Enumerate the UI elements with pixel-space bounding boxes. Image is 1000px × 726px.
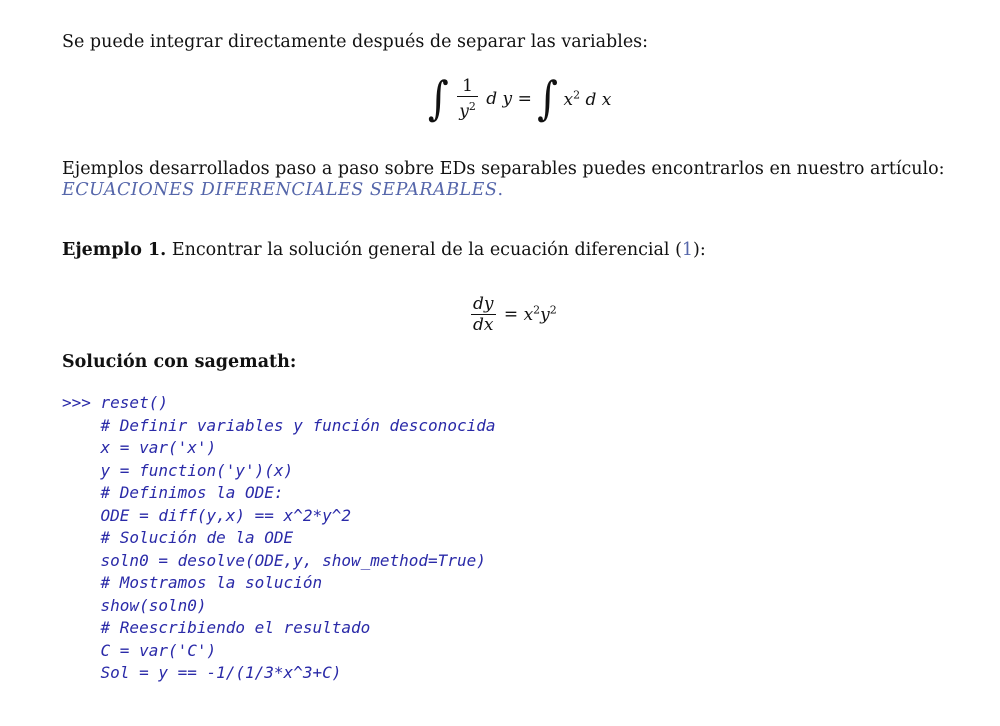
rhs-exponent: 2	[573, 88, 581, 101]
ode-equals: =	[503, 304, 519, 325]
derivative-denominator: dx	[473, 315, 494, 335]
article-link[interactable]	[62, 180, 504, 200]
article-link-text[interactable]: ECUACIONES DIFERENCIALES SEPARABLES	[62, 180, 498, 200]
code-line: show(soln0)	[62, 595, 207, 615]
code-line: ODE = diff(y,x) == x^2*y^2	[62, 505, 351, 525]
integral-sign-rhs: ∫	[537, 72, 559, 126]
ref-close: ):	[693, 240, 706, 260]
rhs-base: x	[563, 89, 574, 110]
fraction-numerator: 1	[457, 76, 478, 97]
example-label: Ejemplo 1.	[62, 240, 167, 260]
intro-paragraph: Se puede integrar directamente después de separar las variables:	[62, 32, 649, 52]
code-line: soln0 = desolve(ODE,y, show_method=True)	[62, 550, 486, 570]
ode-x: x	[523, 305, 534, 326]
equation-ref-link[interactable]: 1	[681, 240, 694, 260]
code-line: x = var('x')	[62, 438, 217, 457]
code-line: # Reescribiendo el resultado	[62, 618, 371, 637]
den-exponent: 2	[468, 100, 476, 113]
solution-heading: Solución con sagemath:	[62, 352, 297, 372]
rhs-differential: d x	[585, 89, 612, 110]
ode-y: y	[540, 305, 550, 326]
derivative-fraction	[471, 294, 496, 335]
derivative-numerator: dy	[473, 294, 494, 314]
integral-sign: ∫	[428, 72, 449, 126]
code-block	[62, 392, 495, 685]
equation-ode	[468, 294, 557, 335]
code-line: y = function('y')(x)	[62, 460, 294, 480]
ode-rhs	[524, 305, 557, 325]
code-line: # Solución de la ODE	[62, 528, 294, 547]
code-line: Sol = y == -1/(1/3*x^3+C)	[62, 663, 342, 682]
code-line: # Mostramos la solución	[62, 573, 323, 592]
examples-paragraph: Ejemplos desarrollados paso a paso sobre EDs separables puedes encontrarlos en nuestro artículo:	[62, 159, 945, 179]
code-line: >>> reset()	[62, 393, 168, 412]
code-line: C = var('C')	[62, 640, 217, 660]
rhs-term	[563, 90, 611, 110]
equals-sign: =	[517, 88, 532, 109]
example-statement	[62, 240, 706, 260]
example-text: Encontrar la solución general de la ecuación diferencial	[166, 240, 676, 260]
article-link-period: .	[497, 180, 504, 200]
ref-open: (	[675, 240, 682, 260]
code-line: # Definimos la ODE:	[62, 483, 284, 502]
ode-y-exp: 2	[549, 303, 557, 317]
fraction-denominator	[457, 97, 478, 122]
equation-integral	[428, 72, 612, 126]
den-base: y	[459, 101, 469, 122]
fraction-one-over-y-squared	[457, 76, 478, 122]
code-line: # Definir variables y función desconocida	[62, 415, 496, 435]
lhs-differential: d y	[486, 88, 513, 109]
ode-x-exp: 2	[533, 303, 541, 317]
